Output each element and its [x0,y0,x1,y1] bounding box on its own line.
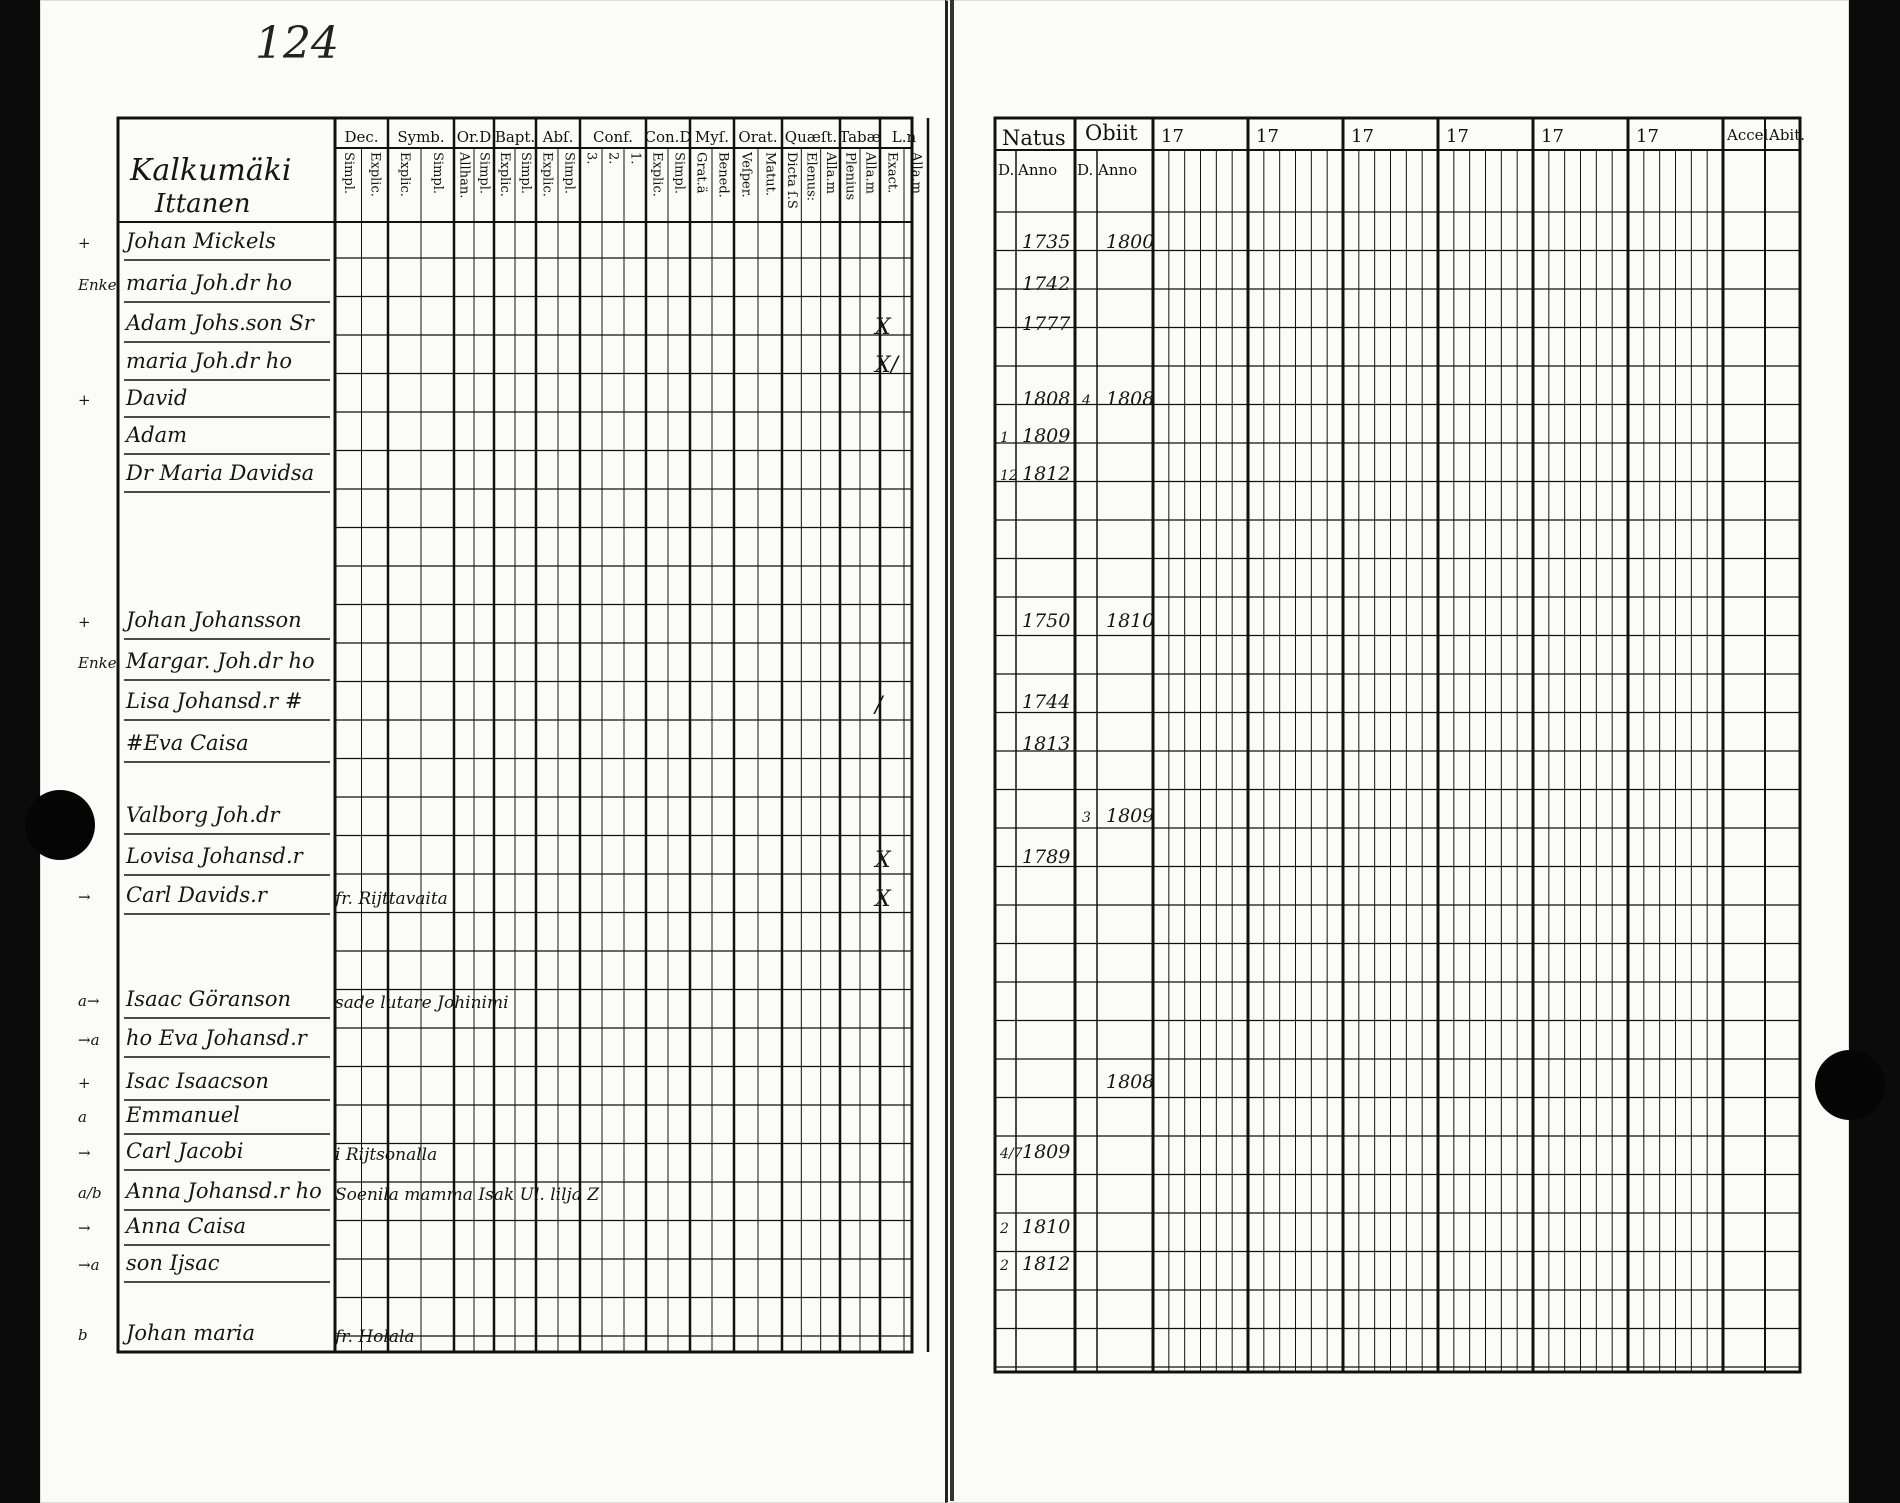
year-header: 17 [1541,126,1564,147]
farm-name: Kalkumäki [130,153,292,188]
header-sub-label: Alla.m [908,152,924,194]
header-sub-label: Matut. [762,152,778,197]
row-mark: + [78,391,91,409]
birth-day: 4/7 [1000,1146,1023,1162]
ln-mark: / [875,693,883,718]
header-sub-label: Plenius [842,152,858,201]
header-sub-label: Bened. [715,152,731,198]
birth-year: 1808 [1022,388,1071,410]
ln-mark: X [875,848,891,873]
person-name: Lovisa Johansd.r [126,844,303,868]
person-name: Johan maria [126,1321,256,1345]
right-table-frame [995,118,1800,1372]
death-year: 1808 [1106,388,1155,410]
row-mark: → [78,1219,91,1237]
accel-header: Accel. [1727,126,1774,144]
birth-year: 1809 [1022,1141,1071,1163]
person-name: David [126,386,188,410]
header-group-label: Myſ. [694,128,730,146]
person-name: Valborg Joh.dr [126,803,280,827]
row-mark: + [78,613,91,631]
header-sub-label: Simpl. [561,152,577,195]
row-mark: + [78,1074,91,1092]
header-group-label: Symb. [397,128,445,146]
header-group-label: Orat. [738,128,778,146]
row-mark: a [78,1108,87,1126]
header-sub-label: Simpl. [340,152,356,195]
person-name: Anna Johansd.r ho [126,1179,322,1203]
natus-d-label: D. [998,161,1015,179]
row-mark: a/b [78,1184,102,1202]
birth-day: 12 [1000,468,1018,484]
birth-day: 1 [1000,430,1009,446]
birth-year: 1812 [1022,1253,1071,1275]
header-group-label: Abſ. [542,128,574,146]
header-sub-label: Veſper. [738,152,754,198]
birth-year: 1744 [1022,691,1071,713]
death-year: 1808 [1106,1071,1155,1093]
header-group-label: Tabæ [839,128,881,146]
birth-year: 1809 [1022,425,1071,447]
birth-year: 1812 [1022,463,1071,485]
header-sub-label: Simpl. [671,152,687,195]
header-sub-label: 3. [583,152,599,165]
death-year: 1810 [1106,610,1155,632]
row-note: fr. Rijttavaita [335,889,448,909]
header-group-label: Conf. [593,128,633,146]
ln-mark: X/ [875,353,899,378]
year-header: 17 [1256,126,1279,147]
person-name: Lisa Johansd.r # [126,689,303,713]
birth-year: 1742 [1022,273,1071,295]
person-name: Isac Isaacson [126,1069,269,1093]
ln-mark: X [875,887,891,912]
header-sub-label: Explic. [367,152,383,197]
row-note: Soenila mamma Isak Ul. lilja Z [335,1185,600,1205]
birth-day: 2 [1000,1221,1009,1237]
header-sub-label: Simpl. [476,152,492,195]
row-mark: a→ [78,992,100,1010]
person-name: Adam Johs.son Sr [126,311,314,335]
row-mark: →a [78,1031,100,1049]
row-mark: → [78,888,91,906]
header-sub-label: Explic. [539,152,555,197]
header-group-label: Quæſt. [784,128,838,146]
folio-number: 124 [255,18,339,69]
person-name: ho Eva Johansd.r [126,1026,307,1050]
row-note: sade lutare Johinimi [335,993,509,1013]
birth-year: 1789 [1022,846,1071,868]
row-note: fr. Holala [335,1327,415,1347]
birth-year: 1735 [1022,231,1071,253]
death-day: 3 [1082,810,1091,826]
person-name: Isaac Göranson [126,987,291,1011]
death-year: 1809 [1106,805,1155,827]
person-name: #Eva Caisa [126,731,249,755]
row-mark: Enke [78,654,117,672]
natus-anno-label: Anno [1018,161,1058,179]
person-name: Carl Jacobi [126,1139,244,1163]
header-sub-label: Explic. [497,152,512,197]
death-day: 4 [1082,393,1091,409]
death-year: 1800 [1106,231,1155,253]
person-name: Dr Maria Davidsa [126,461,315,485]
header-group-label: L.n [891,128,917,146]
header-sub-label: Simpl. [430,152,445,195]
abit-header: Abit. [1769,126,1806,144]
header-sub-label: Exact. [884,152,900,194]
birth-day: 2 [1000,1258,1009,1274]
row-mark: b [78,1326,88,1344]
birth-year: 1810 [1022,1216,1071,1238]
header-sub-label: Grat.ä [693,152,709,194]
person-name: Margar. Joh.dr ho [126,649,315,673]
obiit-header: Obiit [1085,121,1138,145]
header-sub-label: Alla.m [822,152,838,194]
row-mark: + [78,234,91,252]
header-group-label: Dec. [344,128,379,146]
header-group-label: Bapt. [494,128,536,146]
year-header: 17 [1351,126,1374,147]
person-name: son Ijsac [126,1251,220,1275]
person-name: Johan Mickels [126,229,276,253]
person-name: Johan Johansson [126,608,302,632]
row-mark: → [78,1144,91,1162]
header-sub-label: 2. [605,152,621,165]
year-header: 17 [1446,126,1469,147]
person-name: Anna Caisa [126,1214,247,1238]
header-group-label: Con.D [644,128,692,146]
header-sub-label: Elenus: [803,152,819,202]
row-note: i Rijtsonalla [335,1145,438,1165]
year-header: 17 [1161,126,1184,147]
row-mark: Enke [78,276,117,294]
header-sub-label: Explic. [649,152,665,197]
header-sub-label: Allhan. [456,152,472,199]
header-sub-label: Dicta ſ.S [784,152,800,209]
natus-header: Natus [1002,126,1066,150]
person-name: maria Joh.dr ho [126,349,292,373]
birth-year: 1750 [1022,610,1071,632]
person-name: Emmanuel [126,1103,240,1127]
header-group-label: Or.D [456,128,492,146]
birth-year: 1813 [1022,733,1071,755]
farm-subtitle: Ittanen [155,189,251,219]
obiit-anno-label: Anno [1098,161,1138,179]
person-name: Carl Davids.r [126,883,267,907]
person-name: Adam [126,423,188,447]
header-sub-label: Alla.m [862,152,878,194]
obiit-d-label: D. [1077,161,1094,179]
person-name: maria Joh.dr ho [126,271,292,295]
year-header: 17 [1636,126,1659,147]
birth-year: 1777 [1022,313,1071,335]
row-mark: →a [78,1256,100,1274]
header-sub-label: 1. [627,152,643,165]
header-sub-label: Simpl. [518,152,533,195]
header-sub-label: Explic. [397,152,412,197]
ln-mark: X [875,315,891,340]
